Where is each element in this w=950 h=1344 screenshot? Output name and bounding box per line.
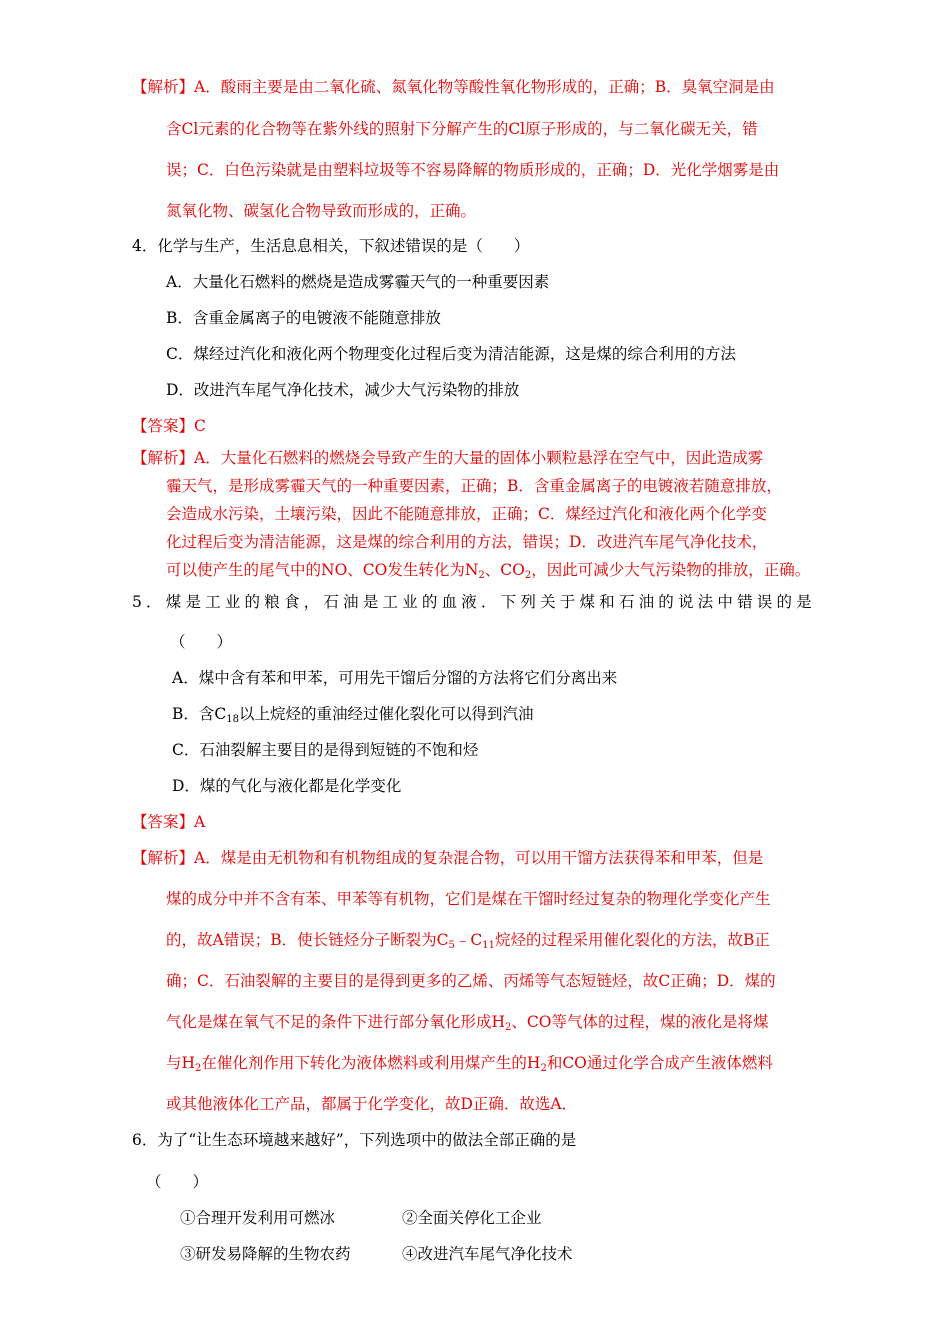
q4-analysis-text-c: ，因此可减少大气污染物的排放，正确。 xyxy=(531,561,811,579)
q3-analysis-line-3: 误；C．白色污染就是由塑料垃圾等不容易降解的物质形成的，正确；D．光化学烟雾是由 xyxy=(166,161,780,179)
subscript: 2 xyxy=(540,1063,547,1074)
q5-analysis-line-2: 煤的成分中并不含有苯、甲苯等有机物，它们是煤在干馏时经过复杂的物理化学变化产生 xyxy=(166,890,771,908)
q5-analysis-5b: 、CO等气体的过程，煤的液化是将煤 xyxy=(511,1013,769,1031)
q5-analysis-6c: 和CO通过化学合成产生液体燃料 xyxy=(546,1054,773,1072)
q5-option-c: C．石油裂解主要目的是得到短链的不饱和烃 xyxy=(172,741,479,759)
subscript: 2 xyxy=(524,570,532,581)
q5-option-b xyxy=(172,704,534,730)
q5-stem-paren: （ ） xyxy=(170,633,233,651)
subscript: 2 xyxy=(478,570,485,581)
q5-analysis-3c: 烷烃的过程采用催化裂化的方法，故B正 xyxy=(494,931,770,949)
q5-analysis-line-7: 或其他液体化工产品，都属于化学变化，故D正确．故选A． xyxy=(166,1095,578,1113)
q5-option-a: A．煤中含有苯和甲苯，可用先干馏后分馏的方法将它们分离出来 xyxy=(172,669,618,687)
subscript: 2 xyxy=(505,1022,512,1033)
q5-option-b-text-b: 以上烷烃的重油经过催化裂化可以得到汽油 xyxy=(239,705,534,723)
q5-analysis-5a: 气化是煤在氧气不足的条件下进行部分氧化形成H xyxy=(166,1013,506,1031)
q4-analysis-line-3: 会造成水污染，土壤污染，因此不能随意排放，正确；C．煤经过汽化和液化两个化学变 xyxy=(166,505,767,523)
q5-option-b-text-a: B．含C xyxy=(172,705,227,723)
q5-analysis-6b: 在催化剂作用下转化为液体燃料或利用煤产生的H xyxy=(201,1054,541,1072)
q5-analysis-line-6 xyxy=(166,1053,773,1079)
q4-analysis-line-4: 化过程后变为清洁能源，这是煤的综合利用的方法，错误；D．改进汽车尾气净化技术， xyxy=(166,533,768,551)
q5-analysis-line-1: 【解析】A．煤是由无机物和有机物组成的复杂混合物，可以用干馏方法获得苯和甲苯，但是 xyxy=(132,849,764,867)
q6-item-4: ④改进汽车尾气净化技术 xyxy=(402,1245,573,1263)
q5-answer: 【答案】A xyxy=(132,813,206,831)
q6-stem: 6．为了“让生态环境越来越好”，下列选项中的做法全部正确的是 xyxy=(132,1131,577,1149)
q4-option-a: A．大量化石燃料的燃烧是造成雾霾天气的一种重要因素 xyxy=(166,273,550,291)
q5-option-d: D．煤的气化与液化都是化学变化 xyxy=(172,777,402,795)
q3-analysis-line-2: 含Cl元素的化合物等在紫外线的照射下分解产生的Cl原子形成的，与二氧化碳无关，错 xyxy=(166,120,758,138)
q5-stem: 5．煤是工业的粮食，石油是工业的血液．下列关于煤和石油的说法中错误的是 xyxy=(132,593,816,611)
q6-stem-paren: （ ） xyxy=(146,1173,209,1191)
q6-item-2: ②全面关停化工企业 xyxy=(402,1209,542,1227)
q4-answer: 【答案】C xyxy=(132,417,206,435)
q5-analysis-line-5 xyxy=(166,1012,768,1038)
subscript: 5 xyxy=(448,940,455,951)
subscript: 18 xyxy=(226,714,239,725)
q5-analysis-line-4: 确；C．石油裂解的主要目的是得到更多的乙烯、丙烯等气态短链烃，故C正确；D．煤的 xyxy=(166,972,776,990)
q4-option-c: C．煤经过汽化和液化两个物理变化过程后变为清洁能源，这是煤的综合利用的方法 xyxy=(166,345,736,363)
q5-analysis-3a: 的，故A错误；B．使长链烃分子断裂为C xyxy=(166,931,449,949)
q5-analysis-6a: 与H xyxy=(166,1054,196,1072)
q6-item-3: ③研发易降解的生物农药 xyxy=(180,1245,351,1263)
q4-analysis-text-b: 、CO xyxy=(484,561,525,579)
q5-analysis-line-3 xyxy=(166,930,770,956)
subscript: 2 xyxy=(195,1063,202,1074)
q4-analysis-line-2: 霾天气，是形成雾霾天气的一种重要因素，正确；B．含重金属离子的电镀液若随意排放， xyxy=(166,477,782,495)
q4-analysis-line-1: 【解析】A．大量化石燃料的燃烧会导致产生的大量的固体小颗粒悬浮在空气中，因此造成雾 xyxy=(132,449,764,467)
q4-analysis-line-5 xyxy=(166,560,810,586)
q6-item-1: ①合理开发利用可燃冰 xyxy=(180,1209,336,1227)
q4-analysis-text-a: 可以使产生的尾气中的NO、CO发生转化为N xyxy=(166,561,479,579)
q3-analysis-line-4: 氮氧化物、碳氢化合物导致而形成的，正确。 xyxy=(166,202,477,220)
q4-option-b: B．含重金属离子的电镀液不能随意排放 xyxy=(166,309,441,327)
subscript: 11 xyxy=(482,940,495,951)
q5-analysis-3b: ﹣C xyxy=(454,931,483,949)
q4-option-d: D．改进汽车尾气净化技术，减少大气污染物的排放 xyxy=(166,381,520,399)
q3-analysis-line-1: 【解析】A．酸雨主要是由二氧化硫、氮氧化物等酸性氧化物形成的，正确；B．臭氧空洞是由 xyxy=(132,78,775,96)
q4-stem: 4．化学与生产，生活息息相关，下叙述错误的是（ ） xyxy=(132,237,530,255)
